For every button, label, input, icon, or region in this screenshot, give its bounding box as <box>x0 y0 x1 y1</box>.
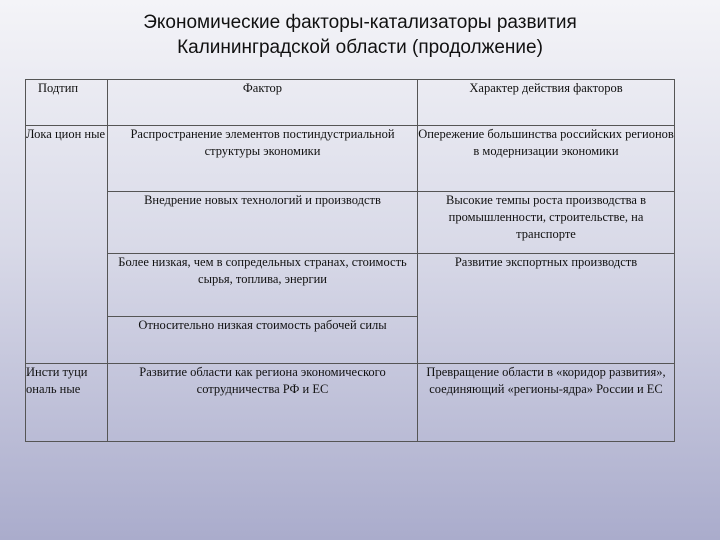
character-cell: Развитие экспортных производств <box>418 254 675 364</box>
slide-title <box>40 10 680 60</box>
factor-cell: Развитие области как региона экономического сотрудничества РФ и ЕС <box>108 364 418 442</box>
slide-title-line-2: Калининградской области (продолжение) <box>177 37 543 58</box>
character-cell: Превращение области в «коридор развития», соединяющий «регионы-ядра» России и ЕС <box>418 364 675 442</box>
factor-cell: Внедрение новых технологий и производств <box>108 192 418 254</box>
group-local: Лока цион ные <box>26 126 108 364</box>
table-row <box>26 364 675 442</box>
factors-table <box>25 79 675 442</box>
slide-title-line-1: Экономические факторы-катализаторы развития <box>143 12 577 33</box>
character-cell: Опережение большинства российских регионов в модернизации экономики <box>418 126 675 192</box>
table-header-row <box>26 80 675 126</box>
factor-cell: Относительно низкая стоимость рабочей силы <box>108 317 418 364</box>
table-row <box>26 254 675 317</box>
factor-cell: Распространение элементов постиндустриальной структуры экономики <box>108 126 418 192</box>
table-row <box>26 192 675 254</box>
header-factor: Фактор <box>108 80 418 126</box>
factor-cell: Более низкая, чем в сопредельных странах, стоимость сырья, топлива, энергии <box>108 254 418 317</box>
table-row <box>26 126 675 192</box>
group-institutional: Инсти туци ональ ные <box>26 364 108 442</box>
header-character: Характер действия факторов <box>418 80 675 126</box>
header-subtype: Подтип <box>26 80 108 126</box>
character-cell: Высокие темпы роста производства в промышленности, строительстве, на транспорте <box>418 192 675 254</box>
